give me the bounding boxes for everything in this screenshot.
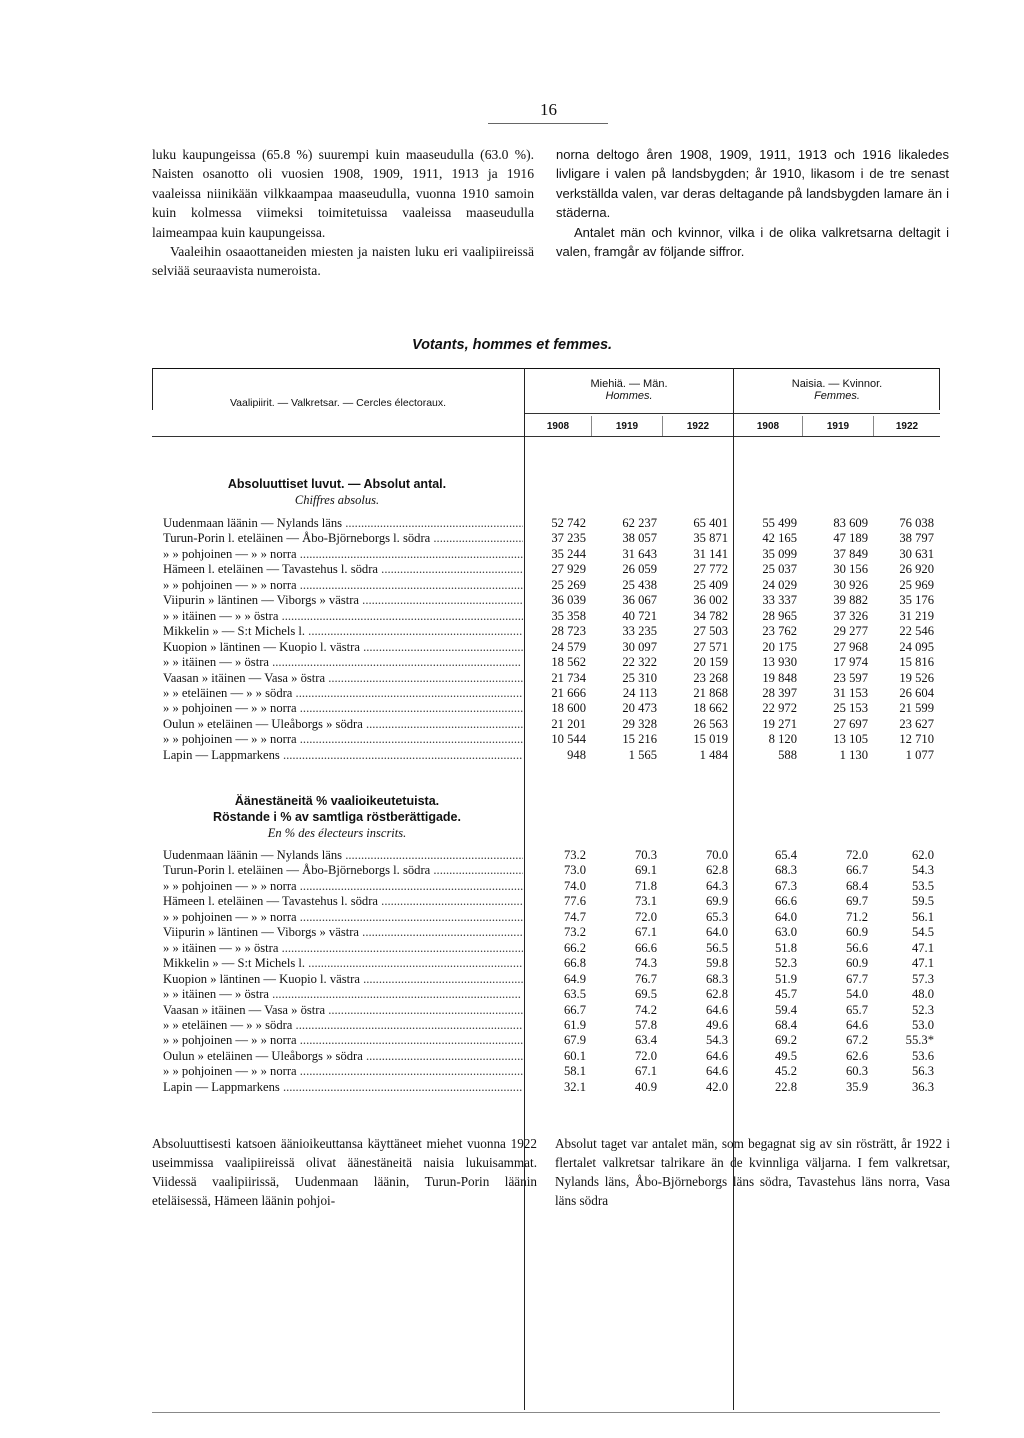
- year-divider: [873, 416, 874, 436]
- cell-value: 23 268: [693, 670, 728, 685]
- section-percent-title-fi: Äänestäneitä % vaalioikeutetuista.: [234, 794, 440, 808]
- year-heading: 1922: [895, 421, 919, 432]
- district-label: Uudenmaan läänin — Nylands läns .....: [163, 516, 523, 531]
- cell-value: 23 762: [762, 624, 797, 639]
- men-header: [526, 378, 732, 402]
- cell-value: 28 397: [762, 685, 797, 700]
- cell-value: 1 077: [905, 747, 934, 762]
- cell-value: 25 409: [693, 577, 728, 592]
- cell-value: 20 473: [622, 701, 657, 716]
- cell-value: 54.0: [845, 987, 868, 1002]
- cell-value: 54.5: [911, 925, 934, 940]
- cell-value: 36 002: [693, 593, 728, 608]
- cell-value: 27 929: [551, 562, 586, 577]
- year-divider: [662, 416, 663, 436]
- cell-value: 42.0: [705, 1079, 728, 1094]
- table-right-border: [939, 368, 940, 410]
- table-row: [163, 1049, 939, 1064]
- section-absolute-heading: [152, 476, 522, 508]
- table-row: [163, 701, 939, 716]
- cell-value: 60.3: [845, 1064, 868, 1079]
- cell-value: 15 216: [622, 732, 657, 747]
- table-row: [163, 941, 939, 956]
- cell-value: 37 235: [551, 531, 586, 546]
- cell-value: 59.8: [705, 956, 728, 971]
- cell-value: 58.1: [563, 1064, 586, 1079]
- cell-value: 68.3: [705, 971, 728, 986]
- district-header: Vaalipiirit. — Valkretsar. — Cercles électoraux.: [229, 397, 447, 409]
- cell-value: 27 503: [693, 624, 728, 639]
- cell-value: 19 526: [899, 670, 934, 685]
- cell-value: 57.3: [911, 971, 934, 986]
- cell-value: 67.9: [563, 1033, 586, 1048]
- cell-value: 72.0: [634, 909, 657, 924]
- table-row: [163, 863, 939, 878]
- cell-value: 12 710: [899, 732, 934, 747]
- cell-value: 47.1: [911, 956, 934, 971]
- cell-value: 70.3: [634, 848, 657, 862]
- header-rule: [524, 413, 940, 414]
- section-percent-title-sv: Röstande i % av samtliga röstberättigade.: [213, 810, 461, 824]
- district-label: Oulun » eteläinen — Uleåborgs » södra .....: [163, 717, 523, 732]
- cell-value: 64.9: [563, 971, 586, 986]
- cell-value: 37 326: [833, 608, 868, 623]
- cell-value: 74.2: [634, 1002, 657, 1017]
- district-label: » » eteläinen — » » södra .....: [163, 686, 523, 701]
- cell-value: 29 328: [622, 716, 657, 731]
- cell-value: 74.7: [563, 909, 586, 924]
- table-row: [163, 925, 939, 940]
- cell-value: 66.8: [563, 956, 586, 971]
- cell-value: 27 968: [833, 639, 868, 654]
- cell-value: 22 322: [622, 655, 657, 670]
- cell-value: 23 627: [899, 716, 934, 731]
- cell-value: 33 337: [762, 593, 797, 608]
- cell-value: 24 029: [762, 577, 797, 592]
- section-absolute-title: Absoluuttiset luvut. — Absolut antal.: [227, 477, 447, 491]
- cell-value: 30 631: [899, 546, 934, 561]
- cell-value: 53.5: [911, 878, 934, 893]
- cell-value: 33 235: [622, 624, 657, 639]
- fi-intro-paragraph-1: luku kaupungeissa (65.8 %) suurempi kuin maaseudulla (63.0 %). Naisten osanotto oli vuosien 1908, 1909, 1911, 1913 ja 1916 vaaleissa niinikään vilkkaampaa maaseudulla, vuonna 1910 samoin kuin kolmessa viimeksi toimitetuissa vaaleissa maaseudulla laimeampaa kuin kaupungeissa.: [152, 147, 534, 240]
- cell-value: 31 219: [899, 608, 934, 623]
- cell-value: 64.3: [705, 878, 728, 893]
- cell-value: 55.3*: [905, 1033, 934, 1048]
- table-row: [163, 910, 939, 925]
- cell-value: 21 201: [551, 716, 586, 731]
- cell-value: 588: [778, 747, 797, 762]
- cell-value: 72.0: [845, 848, 868, 862]
- district-label: Viipurin » läntinen — Viborgs » västra .....: [163, 593, 523, 608]
- cell-value: 37 849: [833, 546, 868, 561]
- district-label: » » itäinen — » östra .....: [163, 655, 523, 670]
- cell-value: 64.6: [845, 1017, 868, 1032]
- cell-value: 13 930: [762, 655, 797, 670]
- cell-value: 64.0: [705, 925, 728, 940]
- district-label: Turun-Porin l. eteläinen — Åbo-Björneborgs l. södra .....: [163, 863, 523, 878]
- cell-value: 20 159: [693, 655, 728, 670]
- table-row: [163, 609, 939, 624]
- district-label: Turun-Porin l. eteläinen — Åbo-Björneborgs l. södra .....: [163, 531, 523, 546]
- cell-value: 20 175: [762, 639, 797, 654]
- cell-value: 64.6: [705, 1002, 728, 1017]
- cell-value: 26 563: [693, 716, 728, 731]
- cell-value: 18 662: [693, 701, 728, 716]
- women-header: [735, 378, 939, 402]
- cell-value: 21 666: [551, 685, 586, 700]
- cell-value: 65.4: [774, 848, 797, 862]
- cell-value: 1 565: [628, 747, 657, 762]
- cell-value: 1 130: [839, 747, 868, 762]
- cell-value: 71.8: [634, 878, 657, 893]
- cell-value: 83 609: [833, 516, 868, 530]
- district-label: » » itäinen — » » östra .....: [163, 609, 523, 624]
- cell-value: 65 401: [693, 516, 728, 530]
- cell-value: 69.2: [774, 1033, 797, 1048]
- cell-value: 56.6: [845, 940, 868, 955]
- cell-value: 62.8: [705, 863, 728, 878]
- swedish-intro-column: [556, 145, 949, 261]
- section-absolute-french: Chiffres absolus.: [294, 493, 380, 507]
- cell-value: 35 244: [551, 546, 586, 561]
- year-divider: [802, 416, 803, 436]
- cell-value: 38 057: [622, 531, 657, 546]
- cell-value: 53.6: [911, 1048, 934, 1063]
- district-label: » » pohjoinen — » » norra .....: [163, 547, 523, 562]
- cell-value: 52.3: [911, 1002, 934, 1017]
- header-bottom-rule: [152, 436, 940, 437]
- cell-value: 66.7: [845, 863, 868, 878]
- cell-value: 62.6: [845, 1048, 868, 1063]
- cell-value: 69.1: [634, 863, 657, 878]
- cell-value: 18 600: [551, 701, 586, 716]
- district-label: » » eteläinen — » » södra .....: [163, 1018, 523, 1033]
- cell-value: 48.0: [911, 987, 934, 1002]
- cell-value: 67.3: [774, 878, 797, 893]
- table-row: [163, 717, 939, 732]
- year-heading: 1919: [615, 421, 639, 432]
- cell-value: 60.9: [845, 925, 868, 940]
- cell-value: 62 237: [622, 516, 657, 530]
- cell-value: 21 868: [693, 685, 728, 700]
- cell-value: 62.8: [705, 987, 728, 1002]
- table-row: [163, 1064, 939, 1079]
- cell-value: 73.2: [563, 925, 586, 940]
- cell-value: 47.1: [911, 940, 934, 955]
- cell-value: 26 604: [899, 685, 934, 700]
- table-row: [163, 987, 939, 1002]
- cell-value: 61.9: [563, 1017, 586, 1032]
- cell-value: 73.0: [563, 863, 586, 878]
- cell-value: 67.7: [845, 971, 868, 986]
- district-label: Hämeen l. eteläinen — Tavastehus l. södra .....: [163, 894, 523, 909]
- cell-value: 1 484: [699, 747, 728, 762]
- table-row: [163, 640, 939, 655]
- cell-value: 51.9: [774, 971, 797, 986]
- cell-value: 25 310: [622, 670, 657, 685]
- cell-value: 31 643: [622, 546, 657, 561]
- cell-value: 21 599: [899, 701, 934, 716]
- section-percent-heading: [152, 793, 522, 841]
- cell-value: 28 723: [551, 624, 586, 639]
- cell-value: 24 113: [622, 685, 657, 700]
- district-label: Kuopion » läntinen — Kuopio l. västra .....: [163, 972, 523, 987]
- cell-value: 74.3: [634, 956, 657, 971]
- cell-value: 69.9: [705, 894, 728, 909]
- district-label: » » pohjoinen — » » norra .....: [163, 578, 523, 593]
- table-row: [163, 748, 939, 763]
- district-label: Hämeen l. eteläinen — Tavastehus l. södra .....: [163, 562, 523, 577]
- cell-value: 66.7: [563, 1002, 586, 1017]
- cell-value: 64.6: [705, 1064, 728, 1079]
- cell-value: 45.2: [774, 1064, 797, 1079]
- cell-value: 36 067: [622, 593, 657, 608]
- table-row: [163, 547, 939, 562]
- cell-value: 23 597: [833, 670, 868, 685]
- district-label: » » pohjoinen — » » norra .....: [163, 732, 523, 747]
- district-label: Kuopion » läntinen — Kuopio l. västra .....: [163, 640, 523, 655]
- cell-value: 35 099: [762, 546, 797, 561]
- cell-value: 32.1: [563, 1079, 586, 1094]
- district-label: Lapin — Lappmarkens .....: [163, 748, 523, 763]
- district-label: » » pohjoinen — » » norra .....: [163, 701, 523, 716]
- table-title: Votants, hommes et femmes.: [411, 337, 613, 353]
- district-label: Vaasan » itäinen — Vasa » östra .....: [163, 671, 523, 686]
- sv-intro-paragraph-1: norna deltogo åren 1908, 1909, 1911, 1913 och 1916 likaledes livligare i valen på landsbygden; år 1910, likasom i de tre senast verkställda valen, var deras deltagande på landsbygden lamare än i städerna.: [556, 147, 949, 221]
- cell-value: 24 095: [899, 639, 934, 654]
- cell-value: 65.7: [845, 1002, 868, 1017]
- table-row: [163, 1018, 939, 1033]
- table-row: [163, 732, 939, 747]
- table-row: [163, 562, 939, 577]
- district-label: Uudenmaan läänin — Nylands läns .....: [163, 848, 523, 863]
- year-heading: 1922: [686, 421, 710, 432]
- cell-value: 67.2: [845, 1033, 868, 1048]
- table-row: [163, 671, 939, 686]
- table-row: [163, 894, 939, 909]
- women-header-label: Naisia. — Kvinnor.: [791, 378, 883, 390]
- cell-value: 59.4: [774, 1002, 797, 1017]
- cell-value: 25 269: [551, 577, 586, 592]
- cell-value: 68.3: [774, 863, 797, 878]
- cell-value: 25 438: [622, 577, 657, 592]
- finnish-intro-column: [152, 145, 534, 281]
- cell-value: 42 165: [762, 531, 797, 546]
- table-row: [163, 1080, 939, 1095]
- cell-value: 53.0: [911, 1017, 934, 1032]
- cell-value: 66.2: [563, 940, 586, 955]
- cell-value: 57.8: [634, 1017, 657, 1032]
- cell-value: 8 120: [768, 732, 797, 747]
- district-label: » » pohjoinen — » » norra .....: [163, 879, 523, 894]
- table-row: [163, 578, 939, 593]
- cell-value: 27 772: [693, 562, 728, 577]
- cell-value: 21 734: [551, 670, 586, 685]
- cell-value: 72.0: [634, 1048, 657, 1063]
- district-label: Oulun » eteläinen — Uleåborgs » södra .....: [163, 1049, 523, 1064]
- cell-value: 31 153: [833, 685, 868, 700]
- cell-value: 28 965: [762, 608, 797, 623]
- cell-value: 27 571: [693, 639, 728, 654]
- cell-value: 65.3: [705, 909, 728, 924]
- cell-value: 18 562: [551, 655, 586, 670]
- cell-value: 73.1: [634, 894, 657, 909]
- cell-value: 25 037: [762, 562, 797, 577]
- cell-value: 74.0: [563, 878, 586, 893]
- table-row: [163, 593, 939, 608]
- cell-value: 22 546: [899, 624, 934, 639]
- cell-value: 35 176: [899, 593, 934, 608]
- cell-value: 38 797: [899, 531, 934, 546]
- page-number: 16: [540, 100, 557, 119]
- cell-value: 29 277: [833, 624, 868, 639]
- cell-value: 10 544: [551, 732, 586, 747]
- district-label: » » pohjoinen — » » norra .....: [163, 1064, 523, 1079]
- cell-value: 19 848: [762, 670, 797, 685]
- cell-value: 26 059: [622, 562, 657, 577]
- table-row: [163, 1003, 939, 1018]
- cell-value: 71.2: [845, 909, 868, 924]
- cell-value: 52.3: [774, 956, 797, 971]
- year-heading: 1919: [826, 421, 850, 432]
- cell-value: 40.9: [634, 1079, 657, 1094]
- cell-value: 55 499: [762, 516, 797, 530]
- cell-value: 15 816: [899, 655, 934, 670]
- table-bottom-rule: [152, 1412, 940, 1413]
- men-header-sub: Hommes.: [605, 390, 653, 402]
- cell-value: 60.1: [563, 1048, 586, 1063]
- district-label: Mikkelin » — S:t Michels l. .....: [163, 624, 523, 639]
- table-row: [163, 686, 939, 701]
- cell-value: 54.3: [911, 863, 934, 878]
- cell-value: 948: [567, 747, 586, 762]
- cell-value: 26 920: [899, 562, 934, 577]
- cell-value: 76.7: [634, 971, 657, 986]
- cell-value: 25 153: [833, 701, 868, 716]
- cell-value: 22.8: [774, 1079, 797, 1094]
- cell-value: 59.5: [911, 894, 934, 909]
- table-row: [163, 624, 939, 639]
- cell-value: 49.6: [705, 1017, 728, 1032]
- cell-value: 63.5: [563, 987, 586, 1002]
- cell-value: 13 105: [833, 732, 868, 747]
- women-header-sub: Femmes.: [814, 390, 860, 402]
- cell-value: 63.0: [774, 925, 797, 940]
- table-row: [163, 531, 939, 546]
- cell-value: 49.5: [774, 1048, 797, 1063]
- district-label: Mikkelin » — S:t Michels l. .....: [163, 956, 523, 971]
- cell-value: 56.5: [705, 940, 728, 955]
- table-row: [163, 879, 939, 894]
- district-label: » » itäinen — » östra .....: [163, 987, 523, 1002]
- year-divider: [591, 416, 592, 436]
- sv-intro-paragraph-2: Antalet män och kvinnor, vilka i de olika valkretsarna deltagit i valen, framgår av följande siffror.: [556, 224, 949, 260]
- cell-value: 30 097: [622, 639, 657, 654]
- cell-value: 30 156: [833, 562, 868, 577]
- cell-value: 64.6: [705, 1048, 728, 1063]
- table-top-rule: [152, 368, 940, 369]
- cell-value: 66.6: [634, 940, 657, 955]
- cell-value: 30 926: [833, 577, 868, 592]
- year-heading: 1908: [546, 421, 570, 432]
- cell-value: 45.7: [774, 987, 797, 1002]
- cell-value: 64.0: [774, 909, 797, 924]
- table-row: [163, 1033, 939, 1048]
- cell-value: 35.9: [845, 1079, 868, 1094]
- cell-value: 25 969: [899, 577, 934, 592]
- page-number-rule: [488, 123, 608, 124]
- cell-value: 36.3: [911, 1079, 934, 1094]
- cell-value: 15 019: [693, 732, 728, 747]
- table-row: [163, 848, 939, 863]
- cell-value: 60.9: [845, 956, 868, 971]
- cell-value: 19 271: [762, 716, 797, 731]
- cell-value: 68.4: [774, 1017, 797, 1032]
- cell-value: 27 697: [833, 716, 868, 731]
- district-label: » » itäinen — » » östra .....: [163, 941, 523, 956]
- table-row: [163, 655, 939, 670]
- cell-value: 47 189: [833, 531, 868, 546]
- cell-value: 52 742: [551, 516, 586, 530]
- cell-value: 67.1: [634, 1064, 657, 1079]
- fi-intro-paragraph-2: Vaaleihin osaaottaneiden miesten ja naisten luku eri vaalipiireissä selviää seuraavista numeroista.: [152, 244, 534, 279]
- cell-value: 17 974: [833, 655, 868, 670]
- cell-value: 22 972: [762, 701, 797, 716]
- cell-value: 56.3: [911, 1064, 934, 1079]
- cell-value: 56.1: [911, 909, 934, 924]
- cell-value: 68.4: [845, 878, 868, 893]
- cell-value: 34 782: [693, 608, 728, 623]
- cell-value: 63.4: [634, 1033, 657, 1048]
- cell-value: 31 141: [693, 546, 728, 561]
- table-row: [163, 516, 939, 531]
- district-label: Vaasan » itäinen — Vasa » östra .....: [163, 1003, 523, 1018]
- district-label: » » pohjoinen — » » norra .....: [163, 1033, 523, 1048]
- cell-value: 69.5: [634, 987, 657, 1002]
- men-header-label: Miehiä. — Män.: [590, 378, 668, 390]
- sv-outro-paragraph: Absolut taget var antalet män, som begagnat sig av sin rösträtt, år 1922 i flertalet valkretsar talrikare än de kvinnliga väljarna. I fem valkretsar, Nylands läns, Åbo-Björneborgs läns södra, Tavastehus läns norra, Vasa läns södra: [555, 1136, 950, 1208]
- year-heading: 1908: [756, 421, 780, 432]
- cell-value: 66.6: [774, 894, 797, 909]
- fi-outro-paragraph: Absoluuttisesti katsoen äänioikeuttansa käyttäneet miehet vuonna 1922 useimmissa vaalipiireissä olivat äänestäneitä naisia lukuisammat. Viidessä vaalipiirissä, Uudenmaan läänin, Turun-Porin läänin eteläisessä, Hämeen läänin pohjoi-: [152, 1136, 537, 1208]
- cell-value: 67.1: [634, 925, 657, 940]
- cell-value: 39 882: [833, 593, 868, 608]
- cell-value: 69.7: [845, 894, 868, 909]
- district-label: Lapin — Lappmarkens .....: [163, 1080, 523, 1095]
- cell-value: 35 358: [551, 608, 586, 623]
- section-percent-french: En % des électeurs inscrits.: [267, 826, 407, 840]
- cell-value: 40 721: [622, 608, 657, 623]
- cell-value: 62.0: [911, 848, 934, 862]
- district-label: » » pohjoinen — » » norra .....: [163, 910, 523, 925]
- cell-value: 73.2: [563, 848, 586, 862]
- cell-value: 51.8: [774, 940, 797, 955]
- district-label: Viipurin » läntinen — Viborgs » västra .....: [163, 925, 523, 940]
- cell-value: 24 579: [551, 639, 586, 654]
- table-row: [163, 956, 939, 971]
- cell-value: 54.3: [705, 1033, 728, 1048]
- table-row: [163, 972, 939, 987]
- cell-value: 77.6: [563, 894, 586, 909]
- cell-value: 35 871: [693, 531, 728, 546]
- cell-value: 36 039: [551, 593, 586, 608]
- cell-value: 76 038: [899, 516, 934, 530]
- cell-value: 70.0: [705, 848, 728, 862]
